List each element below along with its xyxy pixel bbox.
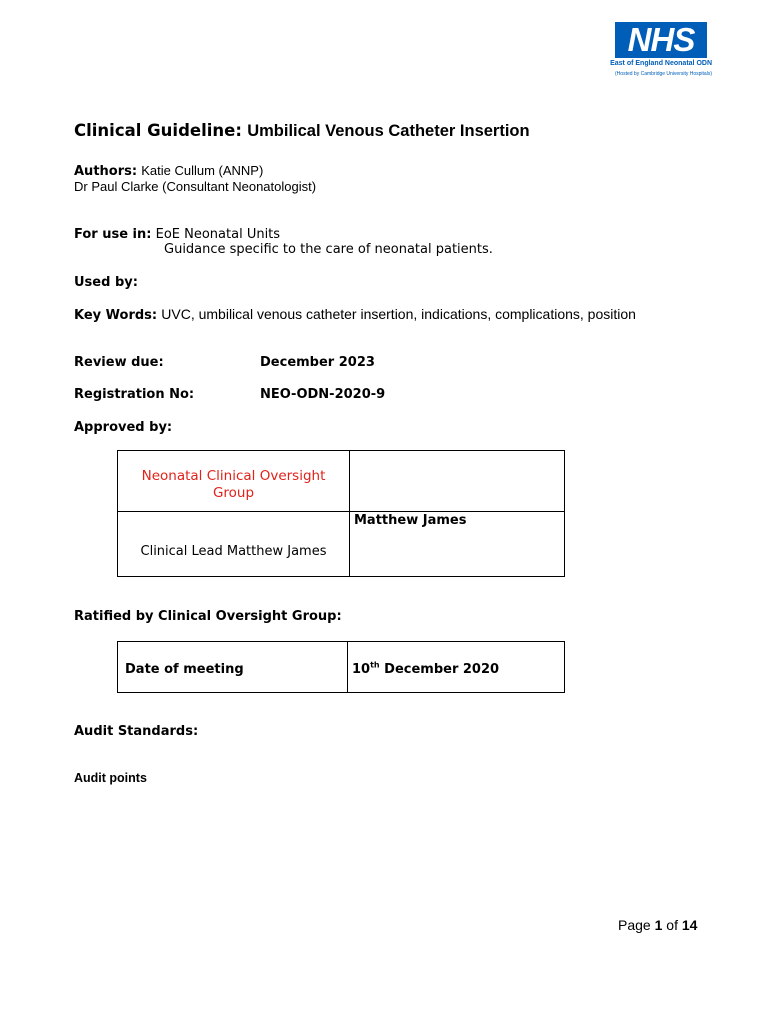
authors-line1: Katie Cullum (ANNP) [141, 163, 264, 178]
for-use-in-line2: Guidance specific to the care of neonatal patients. [164, 242, 493, 257]
for-use-in-line1: EoE Neonatal Units [155, 227, 281, 242]
table-row [118, 642, 565, 693]
authors-line [74, 163, 263, 179]
page-title [74, 121, 530, 141]
registration-label-row [74, 387, 194, 402]
review-due-value-row [260, 355, 375, 370]
review-due-label: Review due: [74, 355, 164, 370]
table-row [118, 512, 565, 577]
used-by-label: Used by: [74, 275, 138, 290]
approved-by-name: Matthew James [354, 513, 467, 528]
nhs-logo-mark: NHS [615, 22, 707, 58]
page-of: of [662, 917, 682, 933]
audit-points-line [74, 771, 147, 785]
authors-line2-row [74, 179, 316, 195]
audit-standards-line [74, 724, 198, 739]
approved-by-label: Approved by: [74, 420, 173, 435]
registration-value: NEO-ODN-2020-9 [260, 387, 386, 402]
authors-label: Authors: [74, 164, 138, 179]
page-number [618, 917, 697, 933]
registration-label: Registration No: [74, 387, 195, 402]
audit-standards-label: Audit Standards: [74, 724, 199, 739]
approved-by-cell-group [118, 451, 350, 512]
nhs-logo [606, 22, 712, 77]
meeting-suffix: th [370, 660, 380, 670]
approved-by-lead: Clinical Lead Matthew James [140, 543, 327, 559]
nhs-logo-org: East of England Neonatal ODN [610, 60, 712, 67]
ratified-label: Ratified by Clinical Oversight Group: [74, 609, 342, 624]
ratified-table [117, 641, 565, 693]
meeting-day: 10 [352, 661, 371, 677]
authors-line2: Dr Paul Clarke (Consultant Neonatologist) [74, 179, 317, 194]
meeting-label: Date of meeting [125, 661, 244, 677]
nhs-logo-host: (Hosted by Cambridge University Hospitals) [615, 71, 712, 77]
review-due-label-row [74, 355, 164, 370]
meeting-rest: December 2020 [379, 661, 500, 677]
key-words-label: Key Words: [74, 308, 158, 323]
approved-by-group-name: Neonatal Clinical Oversight Group [141, 468, 326, 501]
registration-value-row [260, 387, 385, 402]
approved-by-cell-lead [118, 512, 350, 577]
approved-by-cell-empty [350, 451, 565, 512]
for-use-in-label: For use in: [74, 227, 152, 242]
meeting-label-cell [118, 642, 348, 693]
meeting-date [352, 662, 499, 677]
for-use-in-line2-row [164, 242, 493, 257]
ratified-line [74, 609, 342, 624]
table-row [118, 451, 565, 512]
approved-by-table [117, 450, 565, 577]
for-use-in-line [74, 227, 280, 242]
page-prefix: Page [618, 917, 655, 933]
title-label: Clinical Guideline: [74, 121, 242, 140]
audit-points: Audit points [74, 771, 147, 785]
title-value: Umbilical Venous Catheter Insertion [247, 122, 530, 140]
page-current: 1 [654, 917, 663, 933]
key-words-line [74, 306, 636, 323]
approved-by-line [74, 420, 172, 435]
used-by-line [74, 275, 138, 290]
review-due-value: December 2023 [260, 355, 375, 370]
meeting-date-cell [348, 642, 565, 693]
key-words-value: UVC, umbilical venous catheter insertion, indications, complications, position [161, 306, 636, 322]
page-total: 14 [681, 917, 698, 933]
approved-by-cell-name [350, 512, 565, 577]
